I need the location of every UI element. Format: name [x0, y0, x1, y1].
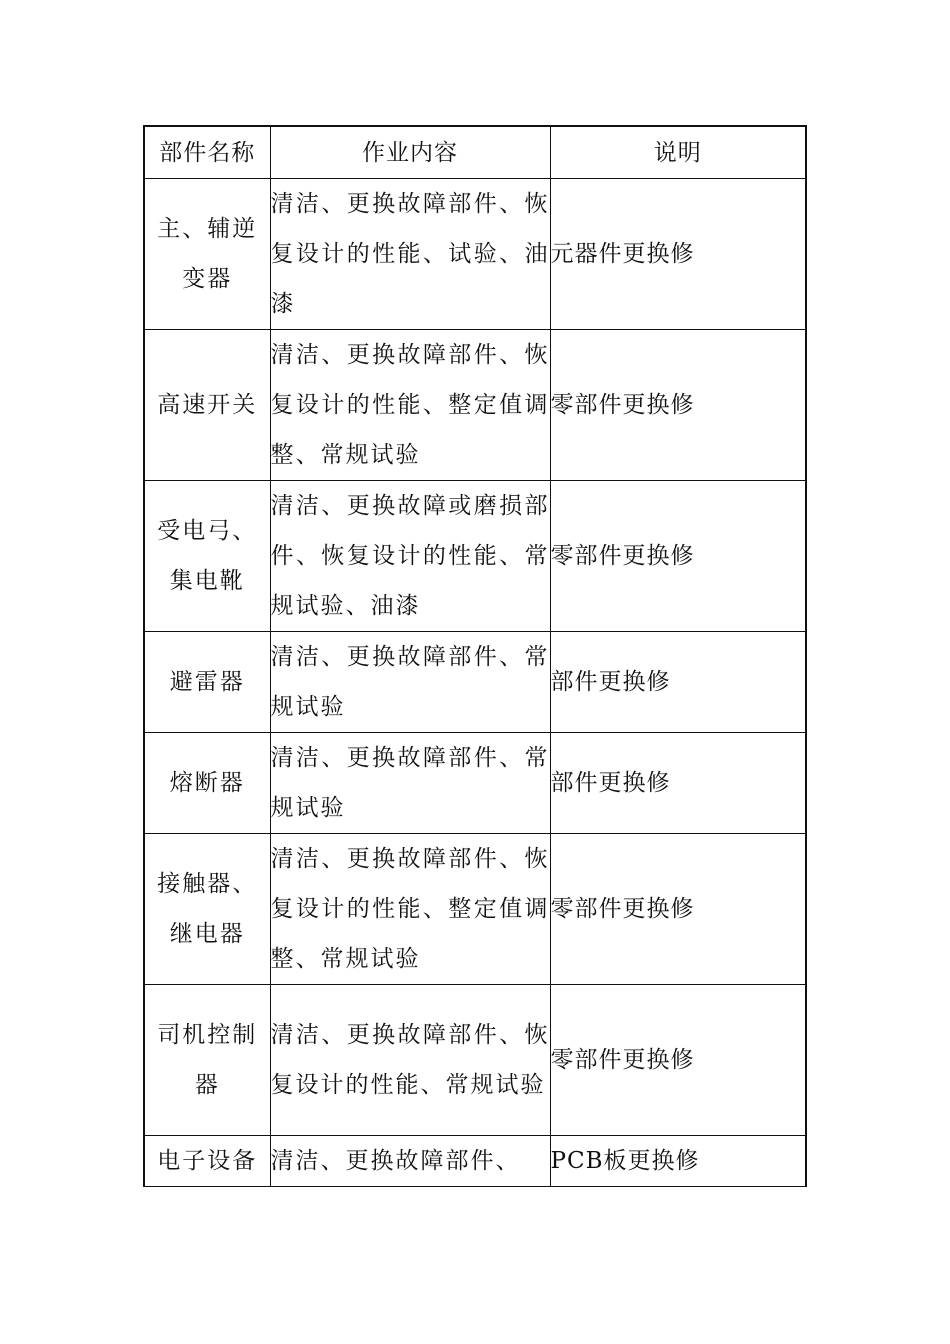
- part-name-cell: 高速开关: [144, 330, 270, 481]
- note-cell: 零部件更换修: [550, 985, 806, 1136]
- work-content-cell: 清洁、更换故障部件、常规试验: [270, 733, 550, 834]
- table-row: [144, 733, 806, 834]
- note-cell: 零部件更换修: [550, 481, 806, 632]
- note-cell: 零部件更换修: [550, 834, 806, 985]
- note-cell: PCB板更换修: [550, 1136, 806, 1187]
- table-row: [144, 330, 806, 481]
- work-content-cell: 清洁、更换故障部件、常规试验: [270, 632, 550, 733]
- part-name-cell: 避雷器: [144, 632, 270, 733]
- table-row: [144, 632, 806, 733]
- part-name-cell: 主、辅逆变器: [144, 179, 270, 330]
- header-work-content: 作业内容: [270, 126, 550, 179]
- work-content-cell: 清洁、更换故障部件、: [270, 1136, 550, 1187]
- work-content-cell: 清洁、更换故障部件、恢复设计的性能、整定值调整、常规试验: [270, 834, 550, 985]
- note-cell: 元器件更换修: [550, 179, 806, 330]
- table-row: [144, 1136, 806, 1187]
- work-content-cell: 清洁、更换故障部件、恢复设计的性能、试验、油漆: [270, 179, 550, 330]
- table-row: [144, 985, 806, 1136]
- part-name-cell: 接触器、继电器: [144, 834, 270, 985]
- work-content-cell: 清洁、更换故障或磨损部件、恢复设计的性能、常规试验、油漆: [270, 481, 550, 632]
- work-content-table: [143, 125, 807, 1187]
- part-name-cell: 受电弓、集电靴: [144, 481, 270, 632]
- work-content-cell: 清洁、更换故障部件、恢复设计的性能、整定值调整、常规试验: [270, 330, 550, 481]
- note-cell: 零部件更换修: [550, 330, 806, 481]
- table-row: [144, 834, 806, 985]
- note-cell: 部件更换修: [550, 632, 806, 733]
- part-name-cell: 司机控制器: [144, 985, 270, 1136]
- table-header-row: [144, 126, 806, 179]
- part-name-cell: 电子设备: [144, 1136, 270, 1187]
- work-content-cell: 清洁、更换故障部件、恢复设计的性能、常规试验: [270, 985, 550, 1136]
- header-notes: 说明: [550, 126, 806, 179]
- header-part-name: 部件名称: [144, 126, 270, 179]
- note-cell: 部件更换修: [550, 733, 806, 834]
- table-row: [144, 179, 806, 330]
- part-name-cell: 熔断器: [144, 733, 270, 834]
- table-row: [144, 481, 806, 632]
